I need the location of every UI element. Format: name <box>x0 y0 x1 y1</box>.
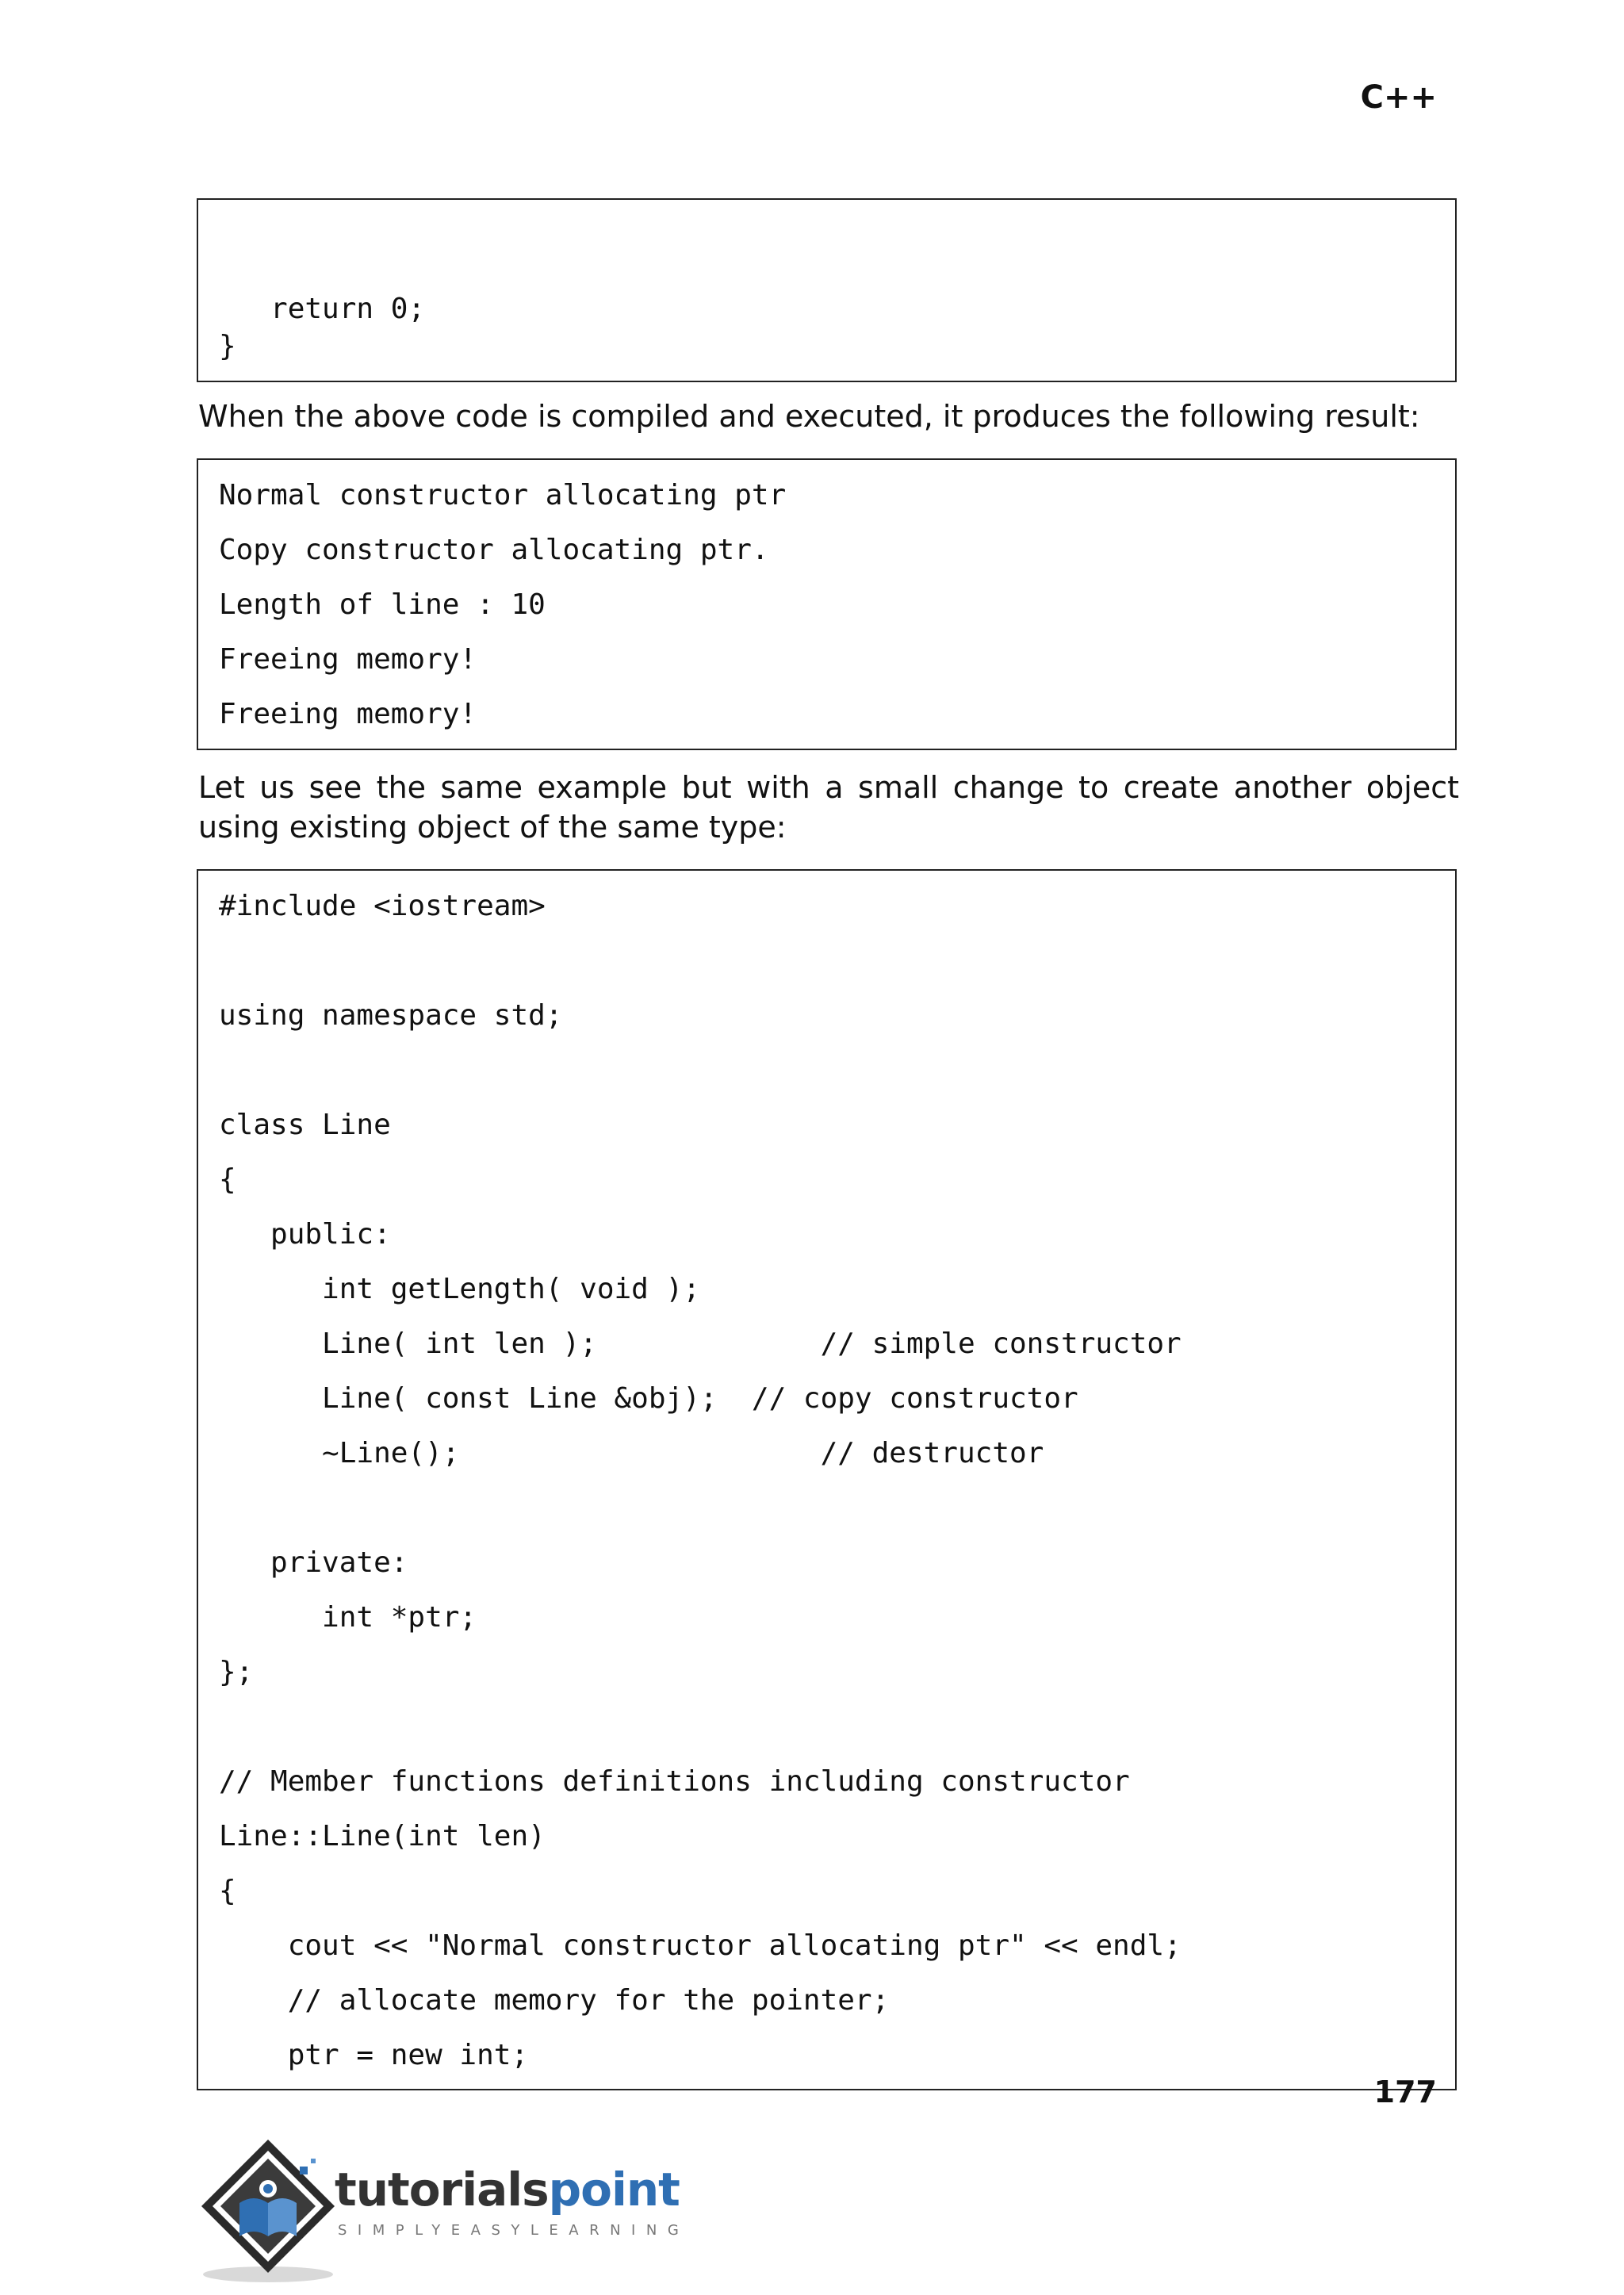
paragraph-example-intro: Let us see the same example but with a small change to create another object using existing object of the same type: <box>198 770 1459 845</box>
code-line: Line( const Line &obj); // copy constructor <box>219 1382 1078 1415</box>
logo-wordmark <box>335 2165 680 2214</box>
code-line: int *ptr; <box>219 1601 477 1634</box>
output-block <box>197 458 1457 750</box>
code-line: { <box>219 1163 236 1196</box>
code-line: int getLength( void ); <box>219 1273 700 1305</box>
code-line: cout << "Normal constructor allocating ptr" << endl; <box>219 1929 1182 1962</box>
code-block-continuation <box>197 198 1457 382</box>
code-line: { <box>219 1875 236 1907</box>
tutorialspoint-book-diamond-icon <box>195 2135 346 2285</box>
page-number: 177 <box>1373 2075 1437 2109</box>
tutorialspoint-logo <box>195 2135 690 2285</box>
paragraph-result-intro: When the above code is compiled and executed, it produces the following result: <box>198 399 1420 434</box>
logo-word-point: point <box>548 2163 680 2216</box>
output-line: Freeing memory! <box>219 698 477 730</box>
code-line: } <box>219 330 236 362</box>
output-line: Length of line : 10 <box>219 588 546 621</box>
code-line: public: <box>219 1218 391 1251</box>
code-line: // allocate memory for the pointer; <box>219 1984 890 2017</box>
code-line: class Line <box>219 1109 391 1141</box>
output-line: Copy constructor allocating ptr. <box>219 534 769 566</box>
code-line: }; <box>219 1656 254 1688</box>
code-line: using namespace std; <box>219 999 563 1032</box>
code-line: ~Line(); // destructor <box>219 1437 1044 1469</box>
output-line: Freeing memory! <box>219 643 477 676</box>
output-line: Normal constructor allocating ptr <box>219 479 787 511</box>
code-line: #include <iostream> <box>219 890 546 922</box>
code-block-example <box>197 869 1457 2090</box>
page-header-title: C++ <box>1360 79 1437 116</box>
code-line: private: <box>219 1546 408 1579</box>
logo-word-tutorials: tutorials <box>335 2163 549 2216</box>
code-line: Line::Line(int len) <box>219 1820 546 1852</box>
logo-tagline: SIMPLYEASYLEARNING <box>338 2222 690 2239</box>
code-line: Line( int len ); // simple constructor <box>219 1328 1182 1360</box>
code-line: return 0; <box>219 293 426 325</box>
code-line: // Member functions definitions including constructor <box>219 1765 1130 1798</box>
code-line: ptr = new int; <box>219 2039 529 2071</box>
